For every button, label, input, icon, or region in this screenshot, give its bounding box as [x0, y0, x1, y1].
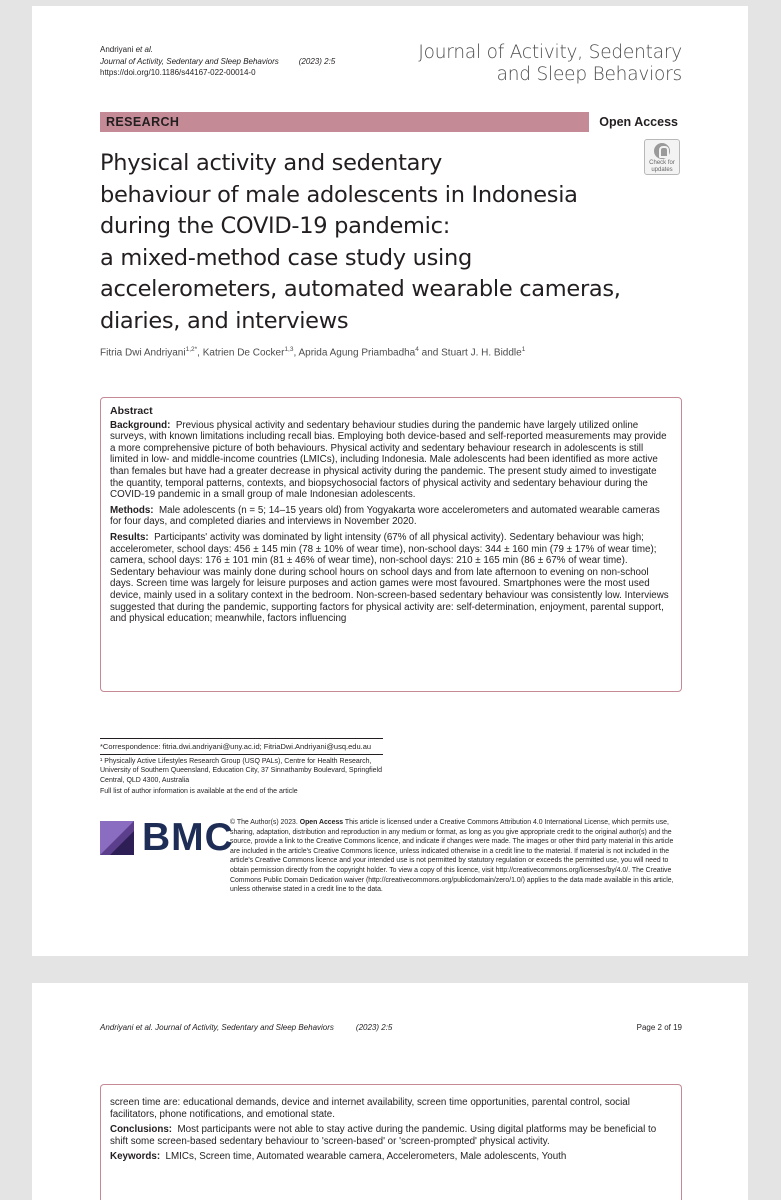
section-label: RESEARCH	[106, 115, 180, 129]
abstract-conclusions	[110, 1124, 672, 1147]
author-affiliation-mark: 4	[415, 346, 419, 353]
author-name[interactable]: Fitria Dwi Andriyani	[100, 347, 186, 359]
citation-year: (2023) 2:5	[298, 56, 336, 66]
check-updates-line-1: Check for	[649, 160, 675, 166]
citation-author: Andriyani	[100, 45, 134, 54]
check-for-updates-badge[interactable]	[644, 139, 680, 175]
open-access-label: Open Access	[589, 112, 682, 132]
conclusions-label: Conclusions:	[110, 1124, 173, 1136]
author-separator: ,	[197, 347, 203, 359]
keywords-text: LMICs, Screen time, Automated wearable camera, Accelerometers, Male adolescents, Youth	[165, 1151, 567, 1163]
page-2	[32, 983, 748, 1200]
title-line: a mixed-method case study using	[100, 244, 472, 271]
page-2-year: (2023) 2:5	[355, 1023, 393, 1032]
author-affiliation-mark: 1,3	[284, 346, 294, 353]
doi-link[interactable]: https://doi.org/10.1186/s44167-022-00014-0	[100, 68, 256, 77]
copyright: © The Author(s) 2023.	[230, 819, 298, 826]
methods-label: Methods:	[110, 504, 154, 516]
results-text: Participants' activity was dominated by light intensity (67% of all physical activity). Sedentary behaviour was high; accelerometer, school days: 456 ± 145 min (78 ± 10% of wear time), non-school days: 344 ± 160 min (79 ± 17% of wear time); camera, school days: 176 ± 101 min (81 ± 46% of wear time), non-school days: 210 ± 165 min (86 ± 67% of wear time). Sedentary behaviour was mainly done during school hours on school days and from late afternoon to evening on non-school days. Screen time was largely for leisure purposes and action games were most favoured. Smartphones were the most used device, mainly used in a solitary context in the bedroom. Non-screen-based sedentary behaviour was consistently low. Interviews suggested that during the pandemic, supporting factors for physical activity are: self-determination, enjoyment, parental support, and physical education; meanwhile, factors influencing	[110, 531, 669, 625]
citation-et-al: et al.	[135, 45, 153, 54]
article-title	[100, 148, 640, 337]
bookmark-icon	[654, 143, 670, 159]
author-name[interactable]: Katrien De Cocker	[202, 347, 285, 359]
journal-name	[418, 42, 682, 86]
bmc-wordmark: BMC	[142, 816, 234, 859]
keywords-label: Keywords:	[110, 1151, 161, 1163]
footnote-divider	[100, 738, 383, 739]
background-label: Background:	[110, 419, 171, 431]
title-line: behaviour of male adolescents in Indonesia	[100, 181, 578, 208]
author-separator: and	[418, 347, 442, 359]
license-body: This article is licensed under a Creative Commons Attribution 4.0 International License, which permits use, sharing, adaptation, distribution and reproduction in any medium or format, as long as you give appropriate credit to the original author(s) and the source, provide a link to the Creative Commons licence, and indicate if changes were made. The images or other third party material in this article are included in the article's Creative Commons licence, unless indicated otherwise in a credit line to the material. If material is not included in the article's Creative Commons licence and your intended use is not permitted by statutory regulation or exceeds the permitted use, you will need to obtain permission directly from the copyright holder. To view a copy of this licence, visit http://creativecommons.org/licenses/by/4.0/. The Creative Commons Public Domain Dedication waiver (http://creativecommons.org/publicdomain/zero/1.0/) applies to the data made available in this article, unless otherwise stated in a credit line to the data.	[230, 819, 674, 894]
abstract-keywords	[110, 1151, 672, 1163]
license-open-access-label: Open Access	[299, 819, 344, 826]
abstract-heading: Abstract	[110, 405, 153, 417]
citation-header	[100, 44, 335, 79]
author-affiliation-mark: 1,2*	[185, 346, 198, 353]
author-separator: ,	[293, 347, 299, 359]
abstract-background	[110, 420, 672, 501]
conclusions-text: Most participants were not able to stay active during the pandemic. Using digital platforms may be beneficial to shift some screen-based sedentary behaviour to 'screen-based' or 'screen-prompted' physical activity.	[110, 1124, 657, 1147]
citation-journal: Journal of Activity, Sedentary and Sleep Behaviors	[100, 56, 279, 66]
bmc-logo-icon	[100, 821, 134, 855]
page-1	[32, 6, 748, 956]
title-line: diaries, and interviews	[100, 307, 349, 334]
section-banner	[100, 112, 682, 132]
full-author-info-note: Full list of author information is available at the end of the article	[100, 788, 298, 795]
abstract-box-continued	[100, 1084, 682, 1200]
abstract-results	[110, 532, 672, 625]
methods-text: Male adolescents (n = 5; 14–15 years old) from Yogyakarta wore accelerometers and automated wearable cameras for four days, and completed diaries and interviews in November 2020.	[110, 504, 660, 528]
results-label: Results:	[110, 531, 149, 543]
footnote-divider	[100, 754, 383, 755]
abstract-box	[100, 397, 682, 692]
title-line: accelerometers, automated wearable cameras,	[100, 276, 621, 302]
author-name[interactable]: Stuart J. H. Biddle	[441, 347, 522, 359]
page-number: Page 2 of 19	[636, 1023, 682, 1032]
results-continued-text: screen time are: educational demands, device and internet availability, screen time opportunities, parental control, social facilitators, phone notifications, and emotional state.	[110, 1097, 630, 1120]
background-text: Previous physical activity and sedentary behaviour studies during the pandemic have largely utilized online surveys, with known limitations including recall bias. Employing both device-based and self-reported measurements may provide a more comprehensive picture of both behaviours. Physical activity and sedentary behaviour research in adolescents is still limited in low- and middle-income countries (LMICs), including Indonesia. Male adolescents had been identified as more active than females but have had a greater decrease in physical activity during the pandemic. The present study aimed to investigate the quantity, temporal patterns, contexts, and biopsychosocial factors of physical activity and sedentary behaviour during the COVID-19 pandemic in a small group of male Indonesian adolescents.	[110, 419, 667, 501]
check-updates-line-2: updates	[651, 166, 673, 173]
title-line: Physical activity and sedentary	[100, 150, 443, 176]
author-affiliation-mark: 1	[521, 346, 526, 353]
license-text	[230, 818, 682, 895]
page-2-citation: Andriyani et al. Journal of Activity, Sedentary and Sleep Behaviors	[100, 1023, 334, 1032]
title-line: during the COVID-19 pandemic:	[100, 213, 450, 239]
journal-name-line-2: and Sleep Behaviors	[496, 64, 682, 85]
author-list	[100, 346, 525, 358]
correspondence-note[interactable]: *Correspondence: fitria.dwi.andriyani@uny.ac.id; FitriaDwi.Andriyani@usq.edu.au	[100, 742, 372, 751]
author-name[interactable]: Aprida Agung Priambadha	[298, 347, 416, 359]
page-2-header	[100, 1023, 392, 1032]
journal-name-line-1: Journal of Activity, Sedentary	[418, 42, 682, 63]
abstract-methods	[110, 505, 672, 528]
affiliation-note: ¹ Physically Active Lifestyles Research Group (USQ PALs), Centre for Health Research, University of Southern Queensland, Education City, 37 Sinnathamby Boulevard, Springfield Central, QLD 4300, Australia	[100, 758, 382, 784]
